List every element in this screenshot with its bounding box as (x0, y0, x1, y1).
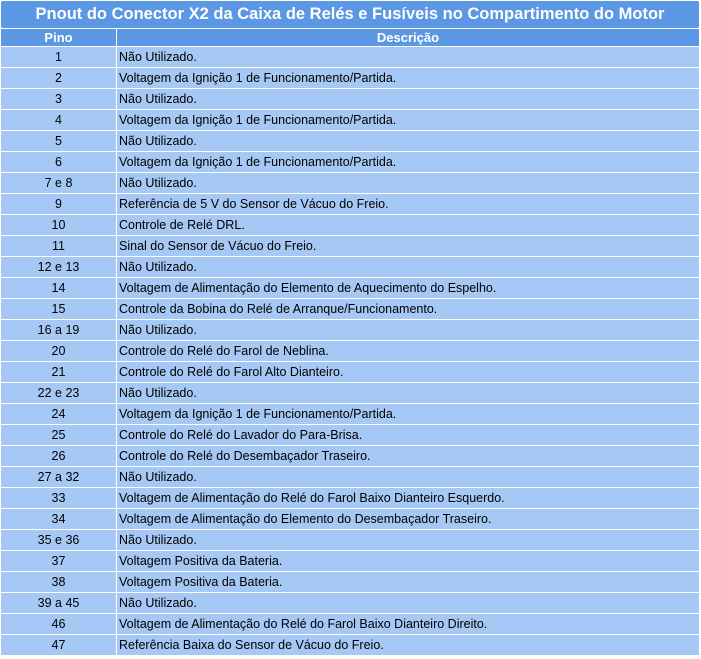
table-title: Pnout do Conector X2 da Caixa de Relés e Fusíveis no Compartimento do Motor (1, 1, 699, 28)
description-cell: Controle da Bobina do Relé de Arranque/Funcionamento. (117, 299, 699, 319)
pin-cell: 10 (1, 215, 116, 235)
table-row (1, 236, 699, 256)
pin-cell: 16 a 19 (1, 320, 116, 340)
description-cell: Voltagem da Ignição 1 de Funcionamento/Partida. (117, 152, 699, 172)
table-row (1, 551, 699, 571)
description-cell: Não Utilizado. (117, 47, 699, 67)
column-header-description: Descrição (117, 29, 699, 46)
table-row (1, 635, 699, 655)
table-row (1, 404, 699, 424)
description-cell: Não Utilizado. (117, 467, 699, 487)
description-cell: Referência de 5 V do Sensor de Vácuo do Freio. (117, 194, 699, 214)
pin-cell: 35 e 36 (1, 530, 116, 550)
title-row (1, 1, 699, 28)
table-row (1, 257, 699, 277)
description-cell: Referência Baixa do Sensor de Vácuo do Freio. (117, 635, 699, 655)
pin-cell: 39 a 45 (1, 593, 116, 613)
table-row (1, 68, 699, 88)
description-cell: Controle do Relé do Farol Alto Dianteiro. (117, 362, 699, 382)
column-header-pin: Pino (1, 29, 116, 46)
pin-cell: 15 (1, 299, 116, 319)
pin-cell: 38 (1, 572, 116, 592)
pin-cell: 33 (1, 488, 116, 508)
description-cell: Não Utilizado. (117, 383, 699, 403)
description-cell: Voltagem de Alimentação do Elemento de Aquecimento do Espelho. (117, 278, 699, 298)
table-row (1, 362, 699, 382)
description-cell: Não Utilizado. (117, 530, 699, 550)
pin-cell: 12 e 13 (1, 257, 116, 277)
description-cell: Não Utilizado. (117, 593, 699, 613)
description-cell: Voltagem da Ignição 1 de Funcionamento/Partida. (117, 404, 699, 424)
pin-cell: 9 (1, 194, 116, 214)
description-cell: Não Utilizado. (117, 131, 699, 151)
table-row (1, 110, 699, 130)
table-row (1, 341, 699, 361)
pin-cell: 6 (1, 152, 116, 172)
pin-cell: 1 (1, 47, 116, 67)
table-row (1, 572, 699, 592)
pin-cell: 7 e 8 (1, 173, 116, 193)
table-row (1, 488, 699, 508)
table-body (1, 47, 699, 655)
table-row (1, 593, 699, 613)
table-row (1, 530, 699, 550)
table-row (1, 614, 699, 634)
pin-cell: 2 (1, 68, 116, 88)
table-row (1, 383, 699, 403)
pin-cell: 21 (1, 362, 116, 382)
description-cell: Voltagem Positiva da Bateria. (117, 551, 699, 571)
description-cell: Voltagem de Alimentação do Elemento do Desembaçador Traseiro. (117, 509, 699, 529)
description-cell: Não Utilizado. (117, 320, 699, 340)
table-row (1, 509, 699, 529)
description-cell: Controle de Relé DRL. (117, 215, 699, 235)
description-cell: Controle do Relé do Farol de Neblina. (117, 341, 699, 361)
pin-cell: 27 a 32 (1, 467, 116, 487)
description-cell: Sinal do Sensor de Vácuo do Freio. (117, 236, 699, 256)
description-cell: Voltagem de Alimentação do Relé do Farol Baixo Dianteiro Esquerdo. (117, 488, 699, 508)
description-cell: Voltagem da Ignição 1 de Funcionamento/Partida. (117, 110, 699, 130)
description-cell: Não Utilizado. (117, 173, 699, 193)
description-cell: Controle do Relé do Lavador do Para-Brisa. (117, 425, 699, 445)
pin-cell: 14 (1, 278, 116, 298)
table-row (1, 320, 699, 340)
table-row (1, 446, 699, 466)
description-cell: Não Utilizado. (117, 89, 699, 109)
table-row (1, 152, 699, 172)
pin-cell: 3 (1, 89, 116, 109)
description-cell: Controle do Relé do Desembaçador Traseiro. (117, 446, 699, 466)
pin-cell: 47 (1, 635, 116, 655)
pin-cell: 25 (1, 425, 116, 445)
pin-cell: 46 (1, 614, 116, 634)
table-row (1, 467, 699, 487)
pin-cell: 11 (1, 236, 116, 256)
table-row (1, 215, 699, 235)
table-row (1, 47, 699, 67)
pin-cell: 22 e 23 (1, 383, 116, 403)
table-row (1, 131, 699, 151)
table-row (1, 425, 699, 445)
description-cell: Voltagem Positiva da Bateria. (117, 572, 699, 592)
pin-cell: 34 (1, 509, 116, 529)
pin-cell: 37 (1, 551, 116, 571)
pin-cell: 5 (1, 131, 116, 151)
pin-cell: 24 (1, 404, 116, 424)
table-row (1, 299, 699, 319)
pin-cell: 26 (1, 446, 116, 466)
header-row (1, 29, 699, 46)
table-row (1, 194, 699, 214)
table-row (1, 278, 699, 298)
table-row (1, 173, 699, 193)
pin-cell: 20 (1, 341, 116, 361)
table-row (1, 89, 699, 109)
pin-cell: 4 (1, 110, 116, 130)
description-cell: Voltagem de Alimentação do Relé do Farol Baixo Dianteiro Direito. (117, 614, 699, 634)
description-cell: Voltagem da Ignição 1 de Funcionamento/Partida. (117, 68, 699, 88)
description-cell: Não Utilizado. (117, 257, 699, 277)
